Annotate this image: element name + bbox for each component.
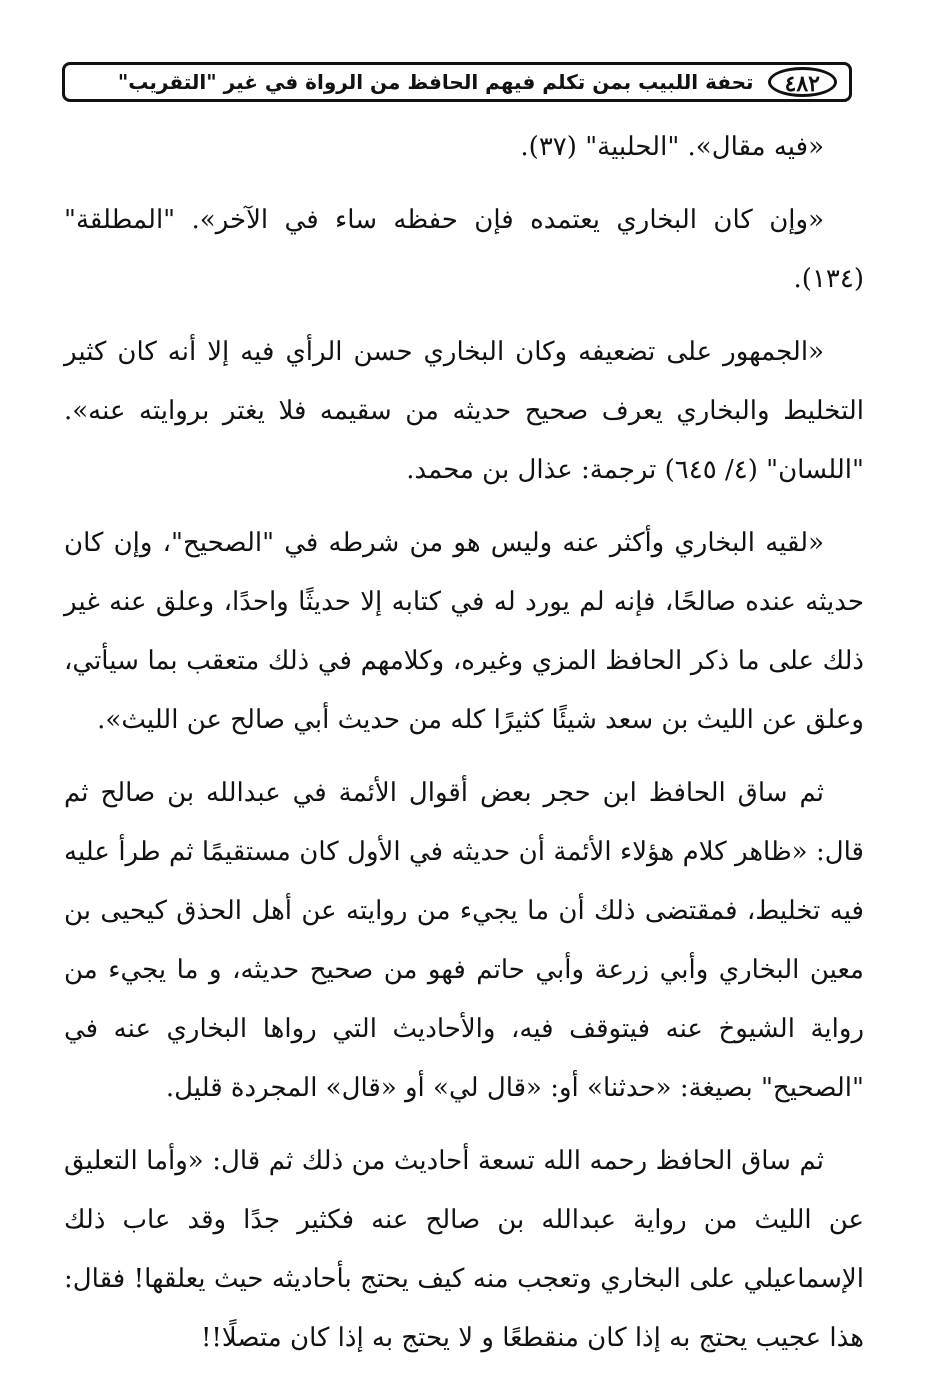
paragraph-2: «وإن كان البخاري يعتمده فإن حفظه ساء في الآخر». "المطلقة" (١٣٤). (64, 205, 864, 294)
paragraph-6: ثم ساق الحافظ رحمه الله تسعة أحاديث من ذلك ثم قال: «وأما التعليق عن الليث من رواية عبدالله بن صالح عنه فكثير جدًا وقد عاب ذلك الإسماعيلي على البخاري وتعجب منه كيف يحتج بأحاديثه حيث يعلقها! فقال: هذا عجيب يحتج به إذا كان منقطعًا و لا يحتج به إذا كان متصلًا!! (64, 1146, 864, 1353)
running-title: تحفة اللبيب بمن تكلم فيهم الحافظ من الرواة في غير "التقريب" (117, 70, 754, 94)
paragraph-5: ثم ساق الحافظ ابن حجر بعض أقوال الأئمة في عبدالله بن صالح ثم قال: «ظاهر كلام هؤلاء الأئمة أن حديثه في الأول كان مستقيمًا ثم طرأ عليه فيه تخليط، فمقتضى ذلك أن ما يجيء من روايته عن أهل الحذق كيحيى بن معين البخاري وأبي زرعة وأبي حاتم فهو من صحيح حديثه، و ما يجيء من رواية الشيوخ عنه فيتوقف فيه، والأحاديث التي رواها البخاري عنه في "الصحيح" بصيغة: «حدثنا» أو: «قال لي» أو «قال» المجردة قليل. (64, 778, 864, 1103)
paragraph-3: «الجمهور على تضعيفه وكان البخاري حسن الرأي فيه إلا أنه كان كثير التخليط والبخاري يعرف صحيح حديثه من سقيمه فلا يغتر بروايته عنه». "اللسان" (٤/ ٦٤٥) ترجمة: عذال بن محمد. (64, 337, 864, 485)
running-header (62, 62, 852, 102)
paragraph-4: «لقيه البخاري وأكثر عنه وليس هو من شرطه في "الصحيح"، وإن كان حديثه عنده صالحًا، فإنه لم يورد له في كتابه إلا حديثًا واحدًا، وعلق عنه غير ذلك على ما ذكر الحافظ المزي وغيره، وكلامهم في ذلك متعقب بما سيأتي، وعلق عن الليث بن سعد شيئًا كثيرًا كله من حديث أبي صالح عن الليث». (64, 528, 864, 735)
page-number: ٤٨٢ (768, 67, 837, 97)
paragraph-1: «فيه مقال». "الحلبية" (٣٧). (520, 132, 824, 162)
page-body (64, 118, 864, 1382)
